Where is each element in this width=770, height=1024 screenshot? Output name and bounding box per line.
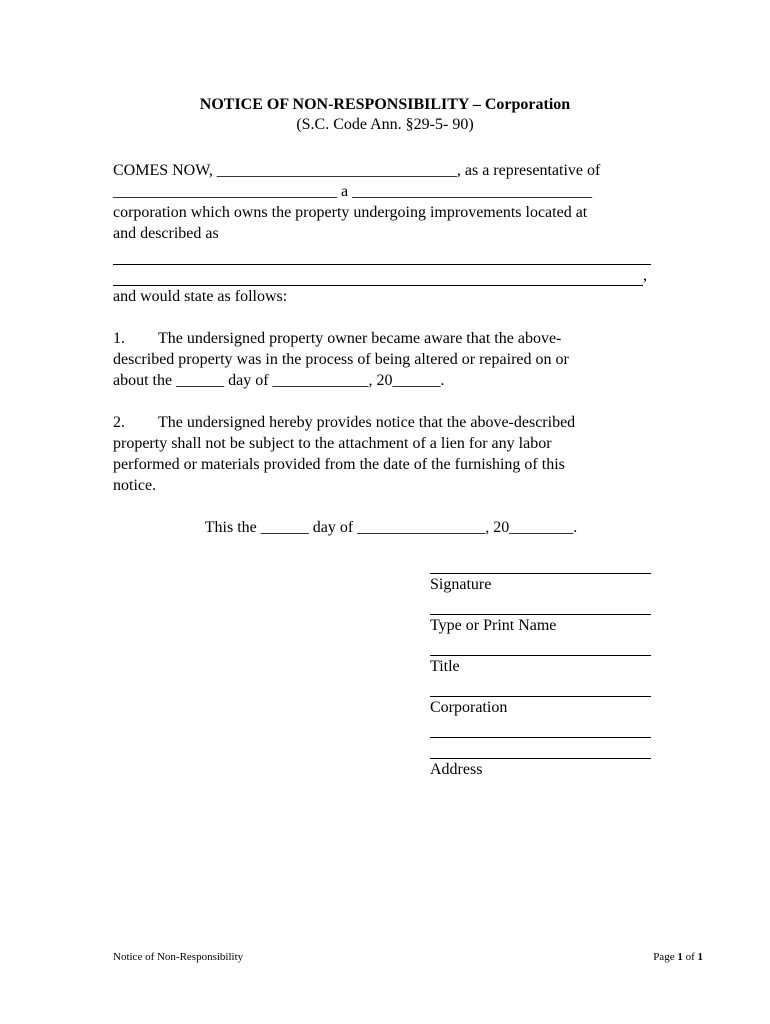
blank-line — [113, 265, 643, 286]
page-prefix: Page — [653, 951, 678, 963]
item-2 — [113, 412, 653, 433]
address-line-2 — [430, 738, 651, 759]
address-label: Address — [430, 761, 483, 778]
page-total: 1 — [697, 951, 703, 963]
body-line: property shall not be subject to the attachment of a lien for any labor — [113, 435, 552, 452]
signature-label: Signature — [430, 576, 492, 593]
corporation-line — [430, 678, 651, 697]
body-line: performed or materials provided from the date of the furnishing of this — [113, 456, 565, 473]
page-number — [653, 950, 703, 964]
document-title: NOTICE OF NON-RESPONSIBILITY – Corporation — [199, 96, 571, 113]
body-line: notice. — [113, 477, 157, 494]
item-number: 1. — [113, 330, 125, 347]
corporation-label: Corporation — [430, 699, 508, 716]
name-line — [430, 596, 651, 615]
property-description-line-2 — [113, 265, 653, 286]
comma: , — [643, 267, 647, 284]
body-line: described property was in the process of being altered or repaired on or — [113, 351, 569, 368]
page-of: of — [682, 951, 698, 963]
signature-line — [430, 555, 651, 574]
title-line — [430, 637, 651, 656]
item-text: The undersigned property owner became aware that the above- — [158, 330, 562, 347]
title-label: Title — [430, 658, 460, 675]
body-line: and described as — [113, 225, 219, 242]
body-line: about the ______ day of ____________, 20______. — [113, 372, 445, 389]
item-text: The undersigned hereby provides notice that the above-described — [158, 414, 576, 431]
footer-title: Notice of Non-Responsibility — [113, 951, 244, 963]
item-1 — [113, 328, 653, 349]
signature-block — [430, 555, 651, 781]
dated-line: This the ______ day of ________________, 20________. — [204, 519, 578, 536]
body-line: COMES NOW, ______________________________, as a representative of — [113, 162, 601, 179]
name-label: Type or Print Name — [430, 617, 557, 634]
document-body — [113, 160, 653, 538]
body-line: and would state as follows: — [113, 288, 288, 305]
body-line: corporation which owns the property undergoing improvements located at — [113, 204, 588, 221]
property-description-line — [113, 244, 651, 265]
title-block — [0, 95, 770, 135]
item-number: 2. — [113, 414, 125, 431]
address-line-1 — [430, 719, 651, 738]
page-current: 1 — [677, 951, 683, 963]
document-subtitle: (S.C. Code Ann. §29-5- 90) — [296, 116, 474, 133]
body-line: ____________________________ a ______________________________ — [113, 183, 593, 200]
